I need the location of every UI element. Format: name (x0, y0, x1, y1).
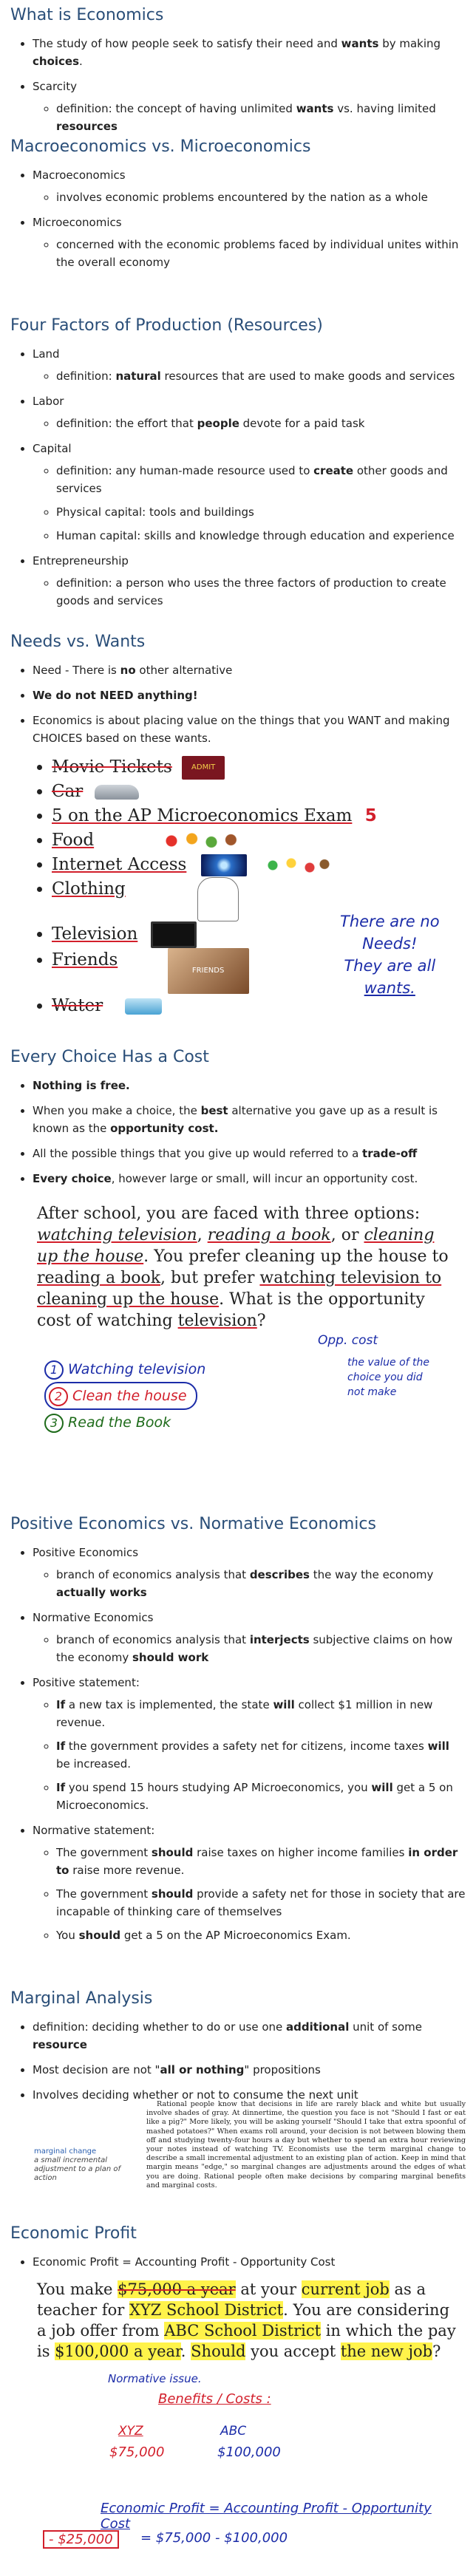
text: definition: the concept of having unlimited (56, 102, 296, 115)
text: definition: deciding whether to do or use one (33, 2020, 287, 2034)
margin-note (34, 2147, 121, 2183)
handwritten-note (340, 910, 440, 999)
text: Microeconomics (33, 216, 122, 229)
heading-marginal-analysis: Marginal Analysis (10, 1989, 153, 2008)
sub-bullet-entre-def: ◦ definition: a person who uses the three factors of production to create goods and services (56, 574, 466, 610)
annotation-value (347, 1355, 429, 1400)
bullet-next-unit: • Involves deciding whether or not to consume the next unit (33, 2086, 466, 2104)
ticket-image: ADMIT (182, 756, 225, 780)
bullet-all-or-nothing (33, 2061, 466, 2079)
text: . (180, 2342, 191, 2360)
bold-text: Every choice (33, 1172, 112, 1185)
want-text: Clothing (52, 879, 126, 899)
highlight: ABC School District (164, 2322, 322, 2340)
result-box: - $25,000 (43, 2530, 119, 2549)
text: , however large or small, will incur an opportunity cost. (111, 1172, 418, 1185)
heading-what-is-economics: What is Economics (10, 6, 164, 24)
water-image (125, 998, 162, 1015)
highlight: $75,000 a year (118, 2280, 236, 2298)
bullet-labor (33, 392, 466, 432)
note-line: wants. (364, 979, 415, 997)
note-line: They are all (344, 957, 436, 975)
choice-number: 1 (44, 1360, 64, 1380)
note-line: There are no (340, 913, 440, 930)
text: Normative Economics (33, 1611, 154, 1624)
textbook-paragraph: Rational people know that decisions in life are rarely black and white but usually involve shades of gray. At dinnertime, the question you face is not "Should I fast or eat like a pig?" More likely, you will be asking yourself "Should I take that extra spoonful of mashed potatoes?" When exams roll around, your decision is not between blowing them off and studying twenty-four hours a day but whether to spend an extra hour reviewing your notes instead of watching TV. Economists use the term marginal change to describe a small incremental adjustment to an existing plan of action. Keep in mind that margin means "edge," so marginal changes are adjustments around the edges of what you are doing. Rational people often make decisions by comparing marginal benefits and marginal costs. (146, 2100, 466, 2190)
text: devote for a paid task (239, 417, 365, 430)
text: Labor (33, 395, 64, 408)
normative-example-3 (56, 1926, 466, 1944)
want-item-ap-exam (52, 804, 458, 828)
economic-profit-example (37, 2279, 458, 2572)
handwritten-formula: Economic Profit = Accounting Profit - Opportunity Cost (101, 2501, 432, 2532)
heading-macro-micro: Macroeconomics vs. Microeconomics (10, 137, 311, 156)
list-four-factors (10, 345, 466, 610)
text: Entrepreneurship (33, 554, 129, 568)
section-needs-wants (10, 633, 466, 754)
bullet-positive-statement (33, 1674, 466, 1814)
text: vs. having limited (333, 102, 436, 115)
bullet-study (33, 35, 466, 70)
text: The government (56, 1846, 152, 1859)
choice-number: 3 (44, 1414, 64, 1433)
text: alternative you gave up as a result is known as the (33, 1104, 438, 1135)
option-text: watching television to cleaning up the house (37, 1269, 442, 1309)
sub-bullet-macro-def: ◦ involves economic problems encountered by the nation as a whole (56, 188, 466, 206)
bold-text: will (371, 1781, 393, 1794)
bold-text: should (78, 1929, 121, 1942)
section-what-is-economics (10, 6, 466, 143)
sub-bullet-physical-capital: ◦ Physical capital: tools and buildings (56, 503, 466, 521)
list-marginal-analysis (10, 2018, 466, 2104)
positive-example-3 (56, 1779, 466, 1814)
want-item-car (52, 780, 458, 804)
bold-text: If (56, 1698, 66, 1711)
text: raise taxes on higher income families (193, 1846, 409, 1859)
bold-text: wants (341, 37, 379, 50)
text: The study of how people seek to satisfy their need and (33, 37, 341, 50)
text: You (56, 1929, 79, 1942)
option-text: reading a book (207, 1226, 331, 1244)
bold-text: create (313, 464, 354, 477)
bold-text: best (200, 1104, 228, 1117)
bold-text: should work (132, 1651, 209, 1664)
text: unit of some (349, 2020, 423, 2034)
heading-positive-normative: Positive Economics vs. Normative Economics (10, 1515, 376, 1533)
profit-example-text (37, 2279, 458, 2362)
positive-example-2 (56, 1737, 466, 1773)
bullet-marginal-def (33, 2018, 466, 2054)
text: Macroeconomics (33, 168, 126, 182)
text: definition: any human-made resource used to (56, 464, 314, 477)
list-economic-profit (10, 2253, 466, 2271)
option-text: cleaning up the house (37, 1226, 435, 1266)
bold-text: resource (33, 2038, 87, 2051)
text: ? (256, 1312, 266, 1330)
text: Capital (33, 442, 72, 455)
textbook-excerpt (34, 2100, 466, 2211)
text: ? (432, 2342, 441, 2360)
bold-text: trade-off (362, 1147, 418, 1160)
column-abc: ABC (220, 2424, 247, 2439)
list-what-is-economics (10, 35, 466, 135)
text: branch of economics analysis that (56, 1633, 250, 1646)
option-text: television (177, 1312, 257, 1330)
text: All the possible things that you give up would referred to a (33, 1147, 363, 1160)
text: collect $1 million in new revenue. (56, 1698, 433, 1729)
annotation-line: choice you did (347, 1372, 423, 1383)
text: definition: (56, 369, 116, 383)
heading-four-factors: Four Factors of Production (Resources) (10, 316, 323, 335)
choice-3 (44, 1410, 205, 1435)
text: " propositions (244, 2063, 321, 2076)
bold-text: interjects (249, 1633, 310, 1646)
highlight: current job (301, 2280, 390, 2298)
want-text: 5 on the AP Microeconomics Exam (52, 806, 353, 825)
text: , (197, 1226, 208, 1244)
bold-text: natural (115, 369, 161, 383)
text: a new tax is implemented, the state (65, 1698, 273, 1711)
text: Normative statement: (33, 1824, 155, 1837)
bullet-opportunity-cost (33, 1102, 466, 1137)
food-image-2 (258, 854, 332, 876)
bold-text: in order to (56, 1846, 458, 1877)
want-text: Movie Tickets (52, 757, 172, 777)
heading-economic-profit: Economic Profit (10, 2224, 137, 2243)
bold-text: If (56, 1740, 66, 1753)
choices-list (44, 1357, 205, 1435)
want-item-movie-tickets (52, 755, 458, 780)
text: resources that are used to make goods and services (160, 369, 455, 383)
sub-bullet-capital-def (56, 462, 466, 497)
option-text: reading a book (37, 1269, 161, 1287)
highlight: XYZ School District (129, 2301, 284, 2319)
example-text (37, 1203, 451, 1332)
bold-text: wants (296, 102, 334, 115)
section-four-factors (10, 316, 466, 617)
text: Need - There is (33, 664, 120, 677)
opportunity-cost-example (37, 1203, 451, 1454)
text: definition: the effort that (56, 417, 197, 430)
choice-1 (44, 1357, 205, 1382)
text: subjective claims on how the economy (56, 1633, 453, 1664)
text: get a 5 on Microeconomics. (56, 1781, 453, 1812)
friends-image: FRIENDS (168, 948, 249, 994)
note-line: Needs! (362, 935, 418, 953)
bold-text: We do not NEED anything! (33, 689, 198, 702)
text: . What is the opportunity cost of watching (37, 1290, 425, 1330)
text: The government (56, 1887, 152, 1901)
highlight: the new job (340, 2342, 433, 2360)
text: Positive Economics (33, 1546, 139, 1559)
sub-bullet-normative-def (56, 1631, 466, 1666)
text: provide a safety net for those in society that are incapable of thinking care of themselves (56, 1887, 466, 1918)
text: Scarcity (33, 80, 77, 93)
sub-bullet-human-capital: ◦ Human capital: skills and knowledge through education and experience (56, 527, 466, 545)
bullet-scarcity (33, 78, 466, 135)
sub-bullet-scarcity-def (56, 100, 466, 135)
choice-number: 2 (49, 1387, 68, 1406)
text: be increased. (56, 1757, 132, 1771)
text: When you make a choice, the (33, 1104, 201, 1117)
section-economic-profit (10, 2224, 466, 2278)
calculation: = $75,000 - $100,000 (140, 2530, 288, 2546)
text: by making (378, 37, 441, 50)
sub-bullet-micro-def: ◦ concerned with the economic problems faced by individual unites within the overall economy (56, 236, 466, 271)
text: you accept (245, 2342, 341, 2360)
want-item-food (52, 828, 458, 853)
text: in which the pay is (37, 2322, 456, 2360)
text: the government provides a safety net for citizens, income taxes (65, 1740, 428, 1753)
clothing-image (197, 877, 239, 921)
bold-text: describes (249, 1568, 310, 1581)
want-text: Internet Access (52, 855, 187, 874)
annotation-opp-cost: Opp. cost (318, 1333, 378, 1348)
margin-term: marginal change (34, 2147, 97, 2156)
value-abc: $100,000 (217, 2444, 281, 2460)
text: you spend 15 hours studying AP Microeconomics, you (65, 1781, 372, 1794)
heading-needs-wants: Needs vs. Wants (10, 633, 146, 651)
bold-text: opportunity cost. (110, 1122, 219, 1135)
bullet-economic-profit-formula: • Economic Profit = Accounting Profit - Opportunity Cost (33, 2253, 466, 2271)
bold-text: will (273, 1698, 295, 1711)
bold-text: should (151, 1846, 194, 1859)
want-text: Friends (52, 950, 118, 970)
text: Land (33, 347, 60, 361)
margin-definition: a small incremental adjustment to a plan of action (34, 2156, 120, 2182)
text: , or (330, 1226, 364, 1244)
bullet-positive (33, 1544, 466, 1601)
highlight: Should (191, 2342, 246, 2360)
bold-text: actually works (56, 1586, 147, 1599)
bullet-capital (33, 440, 466, 545)
bold-text: should (151, 1887, 194, 1901)
normative-example-2 (56, 1885, 466, 1921)
text: raise more revenue. (69, 1864, 185, 1877)
annotation-normative: Normative issue. (108, 2372, 202, 2385)
normative-example-1 (56, 1844, 466, 1879)
bullet-economics-value: • Economics is about placing value on the things that you WANT and making CHOICES based on these wants. (33, 712, 466, 747)
choice-text: Read the Book (68, 1414, 171, 1431)
want-text: Water (52, 996, 103, 1015)
annotation-benefits: Benefits / Costs : (158, 2391, 271, 2407)
option-text: watching television (37, 1226, 197, 1244)
sub-bullet-labor-def (56, 415, 466, 432)
list-macro-micro (10, 166, 466, 271)
value-xyz: $75,000 (109, 2444, 165, 2460)
television-image (151, 921, 197, 948)
bold-text: resources (56, 120, 118, 133)
want-text: Car (52, 782, 84, 801)
section-macro-micro (10, 137, 466, 279)
highlight: $100,000 a year (55, 2342, 181, 2360)
bullet-every-choice (33, 1170, 466, 1188)
choice-2 (44, 1382, 205, 1410)
bullet-nothing-free (33, 1077, 466, 1094)
text: get a 5 on the AP Microeconomics Exam. (120, 1929, 351, 1942)
bold-text: will (427, 1740, 449, 1753)
bold-text: all or nothing (160, 2063, 245, 2076)
text: at your (235, 2280, 302, 2298)
text: . You prefer cleaning up the house to (143, 1247, 449, 1266)
internet-image (201, 854, 247, 876)
bullet-macro (33, 166, 466, 206)
bold-text: choices (33, 55, 80, 68)
want-item-internet (52, 853, 458, 877)
choice-text: Watching television (68, 1361, 206, 1377)
heading-every-choice: Every Choice Has a Cost (10, 1048, 209, 1066)
bullet-micro (33, 214, 466, 271)
bold-text: Nothing is free. (33, 1079, 130, 1092)
positive-example-1 (56, 1696, 466, 1731)
want-text: Television (52, 924, 138, 944)
text: other goods and services (56, 464, 448, 495)
text: Most decision are not " (33, 2063, 160, 2076)
text: . You are considering a job offer from (37, 2301, 450, 2340)
list-needs-wants (10, 661, 466, 747)
want-text: Food (52, 831, 95, 850)
choice-text: Clean the house (72, 1388, 187, 1404)
text: other alternative (135, 664, 233, 677)
text: After school, you are faced with three options: (37, 1204, 421, 1223)
text: as a teacher for (37, 2280, 426, 2319)
column-xyz: XYZ (118, 2424, 143, 2439)
bullet-land (33, 345, 466, 385)
five-mark: 5 (364, 806, 377, 825)
bold-text: additional (286, 2020, 350, 2034)
text: , but prefer (160, 1269, 260, 1287)
text: Positive statement: (33, 1676, 140, 1689)
food-image (158, 830, 247, 852)
bullet-trade-off (33, 1145, 466, 1162)
text: the way the economy (309, 1568, 434, 1581)
annotation-line: not make (347, 1386, 397, 1398)
text: . (79, 55, 83, 68)
section-marginal-analysis (10, 1989, 466, 2111)
sub-bullet-land-def (56, 367, 466, 385)
car-image (95, 785, 139, 800)
bullet-need (33, 661, 466, 679)
bullet-normative (33, 1609, 466, 1666)
bullet-entrepreneurship (33, 552, 466, 610)
needs-wants-figure (15, 755, 458, 1021)
section-every-choice (10, 1048, 466, 1195)
list-positive-normative (10, 1544, 466, 1944)
bold-text: no (120, 664, 136, 677)
text: You make (37, 2280, 118, 2298)
section-positive-normative (10, 1515, 466, 1952)
bold-text: people (197, 417, 239, 430)
text: branch of economics analysis that (56, 1568, 250, 1581)
bullet-normative-statement (33, 1822, 466, 1944)
annotation-line: the value of the (347, 1357, 430, 1369)
sub-bullet-positive-def (56, 1566, 466, 1601)
bullet-no-need (33, 686, 466, 704)
bold-text: If (56, 1781, 66, 1794)
list-every-choice (10, 1077, 466, 1188)
